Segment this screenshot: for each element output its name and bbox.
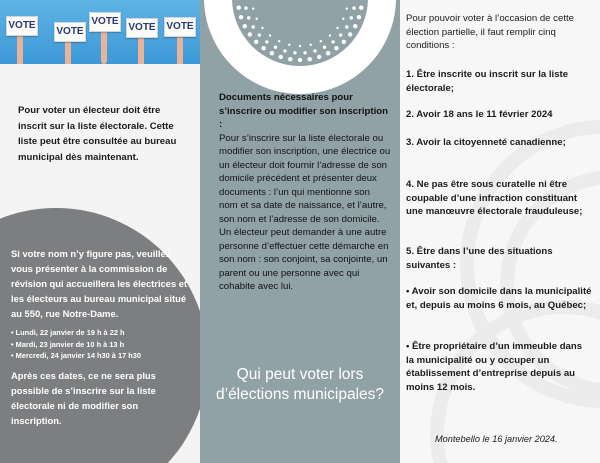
revision-dates-list	[11, 327, 191, 362]
arc-dot	[342, 18, 344, 20]
arc-dot	[274, 46, 277, 49]
arc-dot	[237, 5, 241, 9]
arc-dot	[326, 51, 330, 55]
documents-section	[219, 91, 391, 294]
arc-dot	[353, 24, 357, 28]
arc-dot	[323, 46, 326, 49]
condition-item: 4. Ne pas être sous curatelle ni être coupable d’une infraction constituant une manœuvre électorale frauduleuse;	[406, 179, 583, 218]
revision-info	[11, 246, 191, 428]
condition-item: 3. Avoir la citoyenneté canadienne;	[406, 137, 566, 148]
issue-date: Montebello le 16 janvier 2024.	[435, 434, 558, 444]
condition-item: • Avoir son domicile dans la municipalité et, depuis au moins 6 mois, au Québec;	[406, 286, 592, 311]
arc-dot	[279, 55, 283, 59]
arc-dot	[265, 40, 268, 43]
who-can-vote-heading: Qui peut voter lors d’élections municipales?	[216, 366, 385, 403]
arc-dot	[336, 27, 338, 29]
condition-item: 2. Avoir 18 ans le 11 février 2024	[406, 109, 553, 120]
arc-dot	[345, 25, 348, 28]
arc-dot	[248, 32, 252, 36]
arc-dot	[303, 51, 306, 54]
arc-dot	[278, 40, 280, 42]
arc-dot	[331, 40, 334, 43]
arc-dot	[339, 33, 342, 36]
arc-dot	[244, 6, 247, 9]
middle-panel	[200, 0, 400, 463]
arc-dot	[357, 15, 361, 19]
arc-dot	[307, 57, 311, 61]
arc-dot	[298, 58, 302, 62]
documents-text: Pour s’inscrire sur la liste électorale ou modifier son inscription, une électrice ou un électeur doit fournir l’adresse de son domicile précédent et présenter deux documents : l’un qui mentionne son nom et sa date de naissance, et l’autre, son nom et l’adresse de son domicile. Un électeur peut demander à une autre personne d’effectuer cette démarche en son nom : son conjoint, sa conjointe, un parent ou une personne avec qui cohabite avec lui.	[219, 132, 391, 292]
vote-sign: VOTE	[164, 17, 196, 37]
vote-sign: VOTE	[6, 16, 38, 36]
raised-arm	[177, 36, 183, 64]
raised-arm	[138, 36, 144, 64]
dotted-arc-decoration	[202, 0, 398, 96]
arc-dot	[359, 5, 363, 9]
revision-date-item: • Mardi, 23 janvier de 10 h à 13 h	[11, 339, 191, 351]
arc-dot	[313, 49, 316, 52]
left-panel	[0, 0, 200, 463]
arc-dot	[352, 6, 355, 9]
revision-date-item: • Mercredi, 24 janvier 14 h30 à 17 h30	[11, 350, 191, 362]
conditions-intro: Pour pouvoir voter à l’occasion de cette élection partielle, il faut remplir cinq conditions :	[406, 13, 574, 52]
arc-dot	[293, 51, 296, 54]
vote-sign: VOTE	[126, 18, 158, 38]
arc-dot	[320, 40, 322, 42]
arc-dot	[348, 32, 352, 36]
arc-dot	[252, 7, 254, 9]
arc-dot	[239, 15, 243, 19]
after-dates-text: Après ces dates, ce ne sera plus possible de s’inscrire sur la liste électorale ni de modifier son inscription.	[11, 369, 156, 426]
arc-dot	[270, 51, 274, 55]
arc-dot	[334, 46, 338, 50]
raised-arm	[101, 30, 107, 64]
arc-dot	[258, 33, 261, 36]
arc-dot	[261, 27, 263, 29]
documents-title: Documents nécessaires pour s’inscrire ou modifier son inscription :	[219, 92, 388, 130]
arc-dot	[309, 44, 311, 46]
arc-dot	[243, 24, 247, 28]
arc-dot	[288, 57, 292, 61]
arc-dot	[261, 46, 265, 50]
vote-sign: VOTE	[89, 12, 121, 32]
raised-arm	[65, 40, 71, 64]
arc-dot	[329, 34, 331, 36]
registration-intro: Pour voter un électeur doit être inscrit sur la liste électorale. Cette liste peut être consultée au bureau municipal dès maintenant.	[18, 105, 177, 163]
arc-dot	[317, 55, 321, 59]
condition-item: 5. Être dans l’une des situations suivantes :	[406, 246, 553, 271]
arc-dot	[350, 16, 353, 19]
arc-dot	[252, 25, 255, 28]
arc-dot	[269, 34, 271, 36]
arc-dot	[254, 40, 258, 44]
raised-arm	[17, 34, 23, 64]
right-panel	[400, 0, 600, 463]
revision-text: Si votre nom n’y figure pas, veuillez vous présenter à la commission de révision qui accueillera les électrices et les électeurs au bureau municipal situé au 550, rue Notre-Dame.	[11, 248, 188, 319]
arc-dot	[346, 7, 348, 9]
vote-signs-photo	[0, 0, 200, 64]
condition-item: 1. Être inscrite ou inscrit sur la liste électorale;	[406, 69, 569, 94]
arc-dot	[299, 45, 301, 47]
arc-dot	[342, 40, 346, 44]
arc-dot	[283, 49, 286, 52]
arc-dot	[247, 16, 250, 19]
revision-date-item: • Lundi, 22 janvier de 19 h à 22 h	[11, 327, 191, 339]
arc-dot	[256, 18, 258, 20]
vote-sign: VOTE	[54, 22, 86, 42]
arc-dot	[288, 44, 290, 46]
condition-item: • Être propriétaire d’un immeuble dans la municipalité ou y occuper un établissement d’entreprise depuis au moins 12 mois.	[406, 341, 583, 393]
